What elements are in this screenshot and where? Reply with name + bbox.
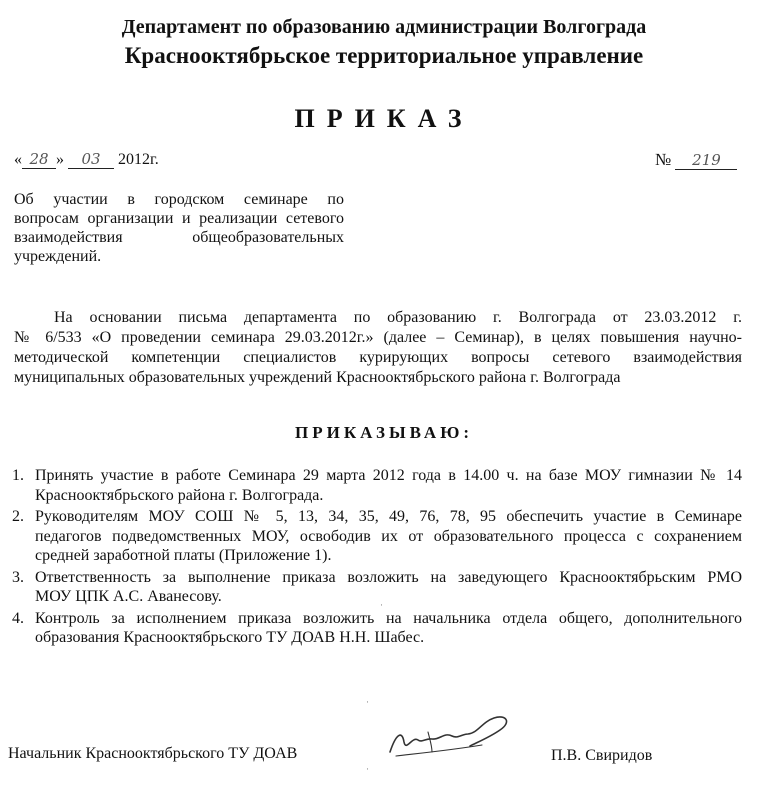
- date-close-quote: »: [56, 151, 64, 168]
- document-number: [655, 150, 737, 170]
- signatory-position: Начальник Краснооктябрьского ТУ ДОАВ: [8, 745, 298, 762]
- order-basis-paragraph: [14, 308, 742, 388]
- item-line: образования Краснооктябрьского ТУ ДОАВ Н.Н. Шабес.: [35, 629, 425, 646]
- item-number: 3.: [12, 568, 24, 586]
- date-day: 28: [22, 150, 56, 169]
- order-item: [0, 466, 742, 505]
- subject-line: учреждений.: [14, 248, 102, 265]
- basis-line: муниципальных образовательных учреждений Краснооктябрьского района г. Волгограда: [14, 369, 621, 386]
- date-year: 2012г.: [118, 151, 159, 168]
- item-line: средней заработной платы (Приложение 1).: [35, 547, 332, 564]
- handwritten-signature: [382, 712, 532, 762]
- subject-line: взаимодействия общеобразовательных: [14, 229, 344, 246]
- basis-line: № 6/533 «О проведении семинара 29.03.2012г.» (далее – Семинар), в целях повышения научно-: [14, 329, 742, 346]
- item-number: 1.: [12, 467, 24, 484]
- item-line: Принять участие в работе Семинара 29 марта 2012 года в 14.00 ч. на базе МОУ гимназии № 14: [35, 467, 742, 484]
- document-title: ПРИКАЗ: [294, 104, 474, 133]
- item-line: педагогов подведомственных МОУ, освободив их от образовательного процесса с сохранением: [35, 527, 742, 545]
- item-number: 2.: [12, 508, 24, 525]
- item-line: Контроль за исполнением приказа возложить на начальника отдела общего, дополнительного: [35, 609, 742, 627]
- territorial-office-name: Краснооктябрьское территориальное управление: [124, 43, 644, 68]
- subject-line: вопросам организации и реализации сетевого: [14, 210, 344, 227]
- number-value: 219: [675, 151, 737, 170]
- order-item: [0, 568, 742, 607]
- order-heading: ПРИКАЗЫВАЮ:: [294, 423, 474, 442]
- scan-speck: ·: [366, 764, 369, 774]
- subject-line: Об участии в городском семинаре по: [14, 191, 344, 208]
- scan-speck: ·: [380, 600, 383, 610]
- order-subject: [14, 190, 344, 266]
- scan-speck: ·: [366, 697, 369, 707]
- order-item: [0, 609, 742, 648]
- document-date: [14, 150, 159, 169]
- item-number: 4.: [12, 609, 24, 627]
- signatory-name: П.В. Свиридов: [551, 747, 653, 764]
- item-line: Ответственность за выполнение приказа возложить на заведующего Краснооктябрьским РМО: [35, 568, 742, 586]
- basis-line: На основании письма департамента по образованию г. Волгограда от 23.03.2012 г.: [54, 309, 742, 326]
- item-line: Краснооктябрьского района г. Волгограда.: [35, 486, 324, 504]
- department-name: Департамент по образованию администрации Волгограда: [121, 16, 647, 38]
- order-item: [0, 507, 742, 566]
- item-line: МОУ ЦПК А.С. Аванесову.: [35, 588, 222, 605]
- basis-line: методической компетенции специалистов курирующих вопросы сетевого взаимодействия: [14, 349, 742, 366]
- order-items: [0, 466, 742, 650]
- number-sign: №: [655, 150, 672, 169]
- item-line: Руководителям МОУ СОШ № 5, 13, 34, 35, 49, 76, 78, 95 обеспечить участие в Семинаре: [35, 508, 742, 525]
- date-month: 03: [68, 150, 114, 169]
- date-open-quote: «: [14, 151, 22, 168]
